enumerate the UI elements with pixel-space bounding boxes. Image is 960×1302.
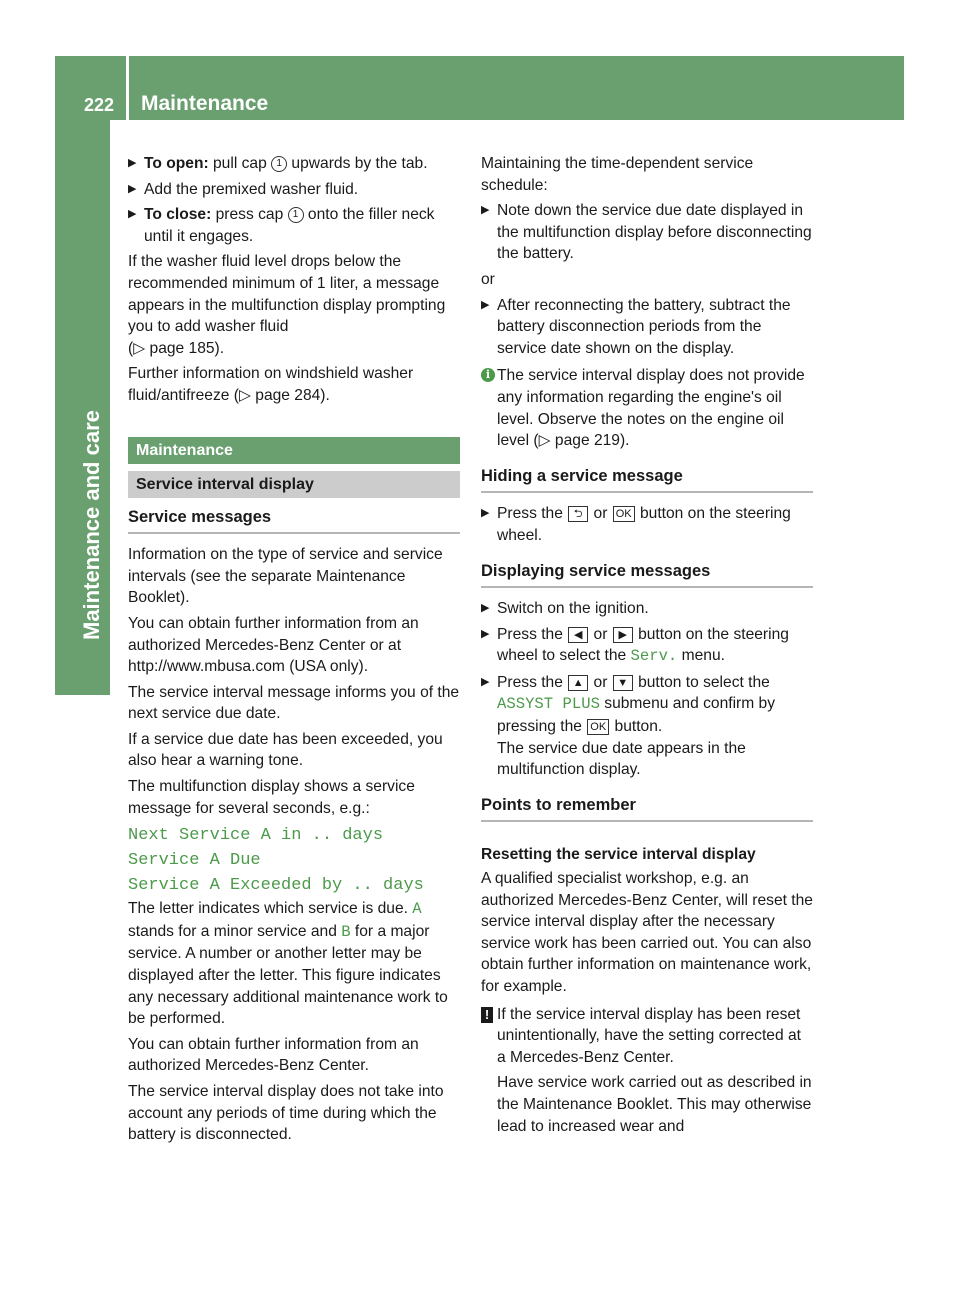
step-result: The service due date appears in the multifunction display. [497,739,746,779]
heading-resetting: Resetting the service interval display [481,846,756,864]
service-letter-a: A [412,900,422,919]
step-arrow-icon: ▶ [481,602,490,615]
menu-name: Serv. [630,647,678,666]
right-column [481,153,813,1143]
subsection-heading: Service interval display [128,471,460,498]
step-select-menu: ▶ Press the ◀ or ▶ button on the steering wheel to select the Serv. menu. [481,625,789,666]
service-letter-b: B [341,922,351,941]
step-ignition: ▶ Switch on the ignition. [481,598,813,620]
step-close: ▶ To close: press cap 1 onto the filler neck until it engages. [128,206,435,245]
paragraph-informs: The service interval message informs you of the next service due date. [128,683,460,723]
step-select-submenu: ▶ Press the ▲ or ▼ button to select the ASSYST PLUS submenu and confirm by pressing the OK button. The service due date appears in the multifunction display. [481,673,776,779]
info-note: i The service interval display does not provide any information regarding the engine's oil level. Observe the notes on the engine oil level (▷ page 219). [481,365,813,451]
heading-displaying: Displaying service messages [481,561,813,589]
paragraph-letter: The letter indicates which service is due. A stands for a minor service and B for a major service. A number or another letter may be displayed after the letter. This figure indicates any necessary additional maintenance work to be performed. [128,900,448,1028]
heading-points: Points to remember [481,795,813,823]
display-message: Next Service A in .. days [128,826,384,846]
step-note-date: ▶ Note down the service due date displayed in the multifunction display before disconnecting the battery. [481,202,812,263]
step-label: To close: [144,206,212,224]
paragraph-obtain-info: You can obtain further information from an authorized Mercedes-Benz Center or at http://www.mbusa.com (USA only). [128,614,419,676]
step-hide-message: ▶ Press the ⮌ or OK button on the steering wheel. [481,505,791,544]
step-arrow-icon: ▶ [481,507,490,520]
step-arrow-icon: ▶ [481,627,490,640]
page-reference: (▷ page 185). [128,339,225,357]
step-arrow-icon: ▶ [128,182,137,195]
header-divider [126,56,129,120]
left-arrow-button-icon: ◀ [568,627,588,643]
heading-service-messages: Service messages [128,507,460,535]
step-after-reconnect: ▶ After reconnecting the battery, subtract the battery disconnection periods from the service date shown on the display. [481,296,791,357]
submenu-name: ASSYST PLUS [497,695,600,714]
step-arrow-icon: ▶ [128,157,137,169]
step-arrow-icon: ▶ [481,675,490,688]
step-arrow-icon: ▶ [481,298,490,311]
step-arrow-icon: ▶ [481,204,490,217]
step-add-fluid: ▶ Add the premixed washer fluid. [128,179,460,201]
left-column [128,153,460,1150]
info-icon: i [481,368,495,382]
or-text: or [481,270,495,288]
paragraph-shows: The multifunction display shows a service message for several seconds, e.g.: [128,778,415,817]
paragraph-info-type: Information on the type of service and service intervals (see the separate Maintenance Booklet). [128,546,443,607]
warning-note: ! If the service interval display has been reset unintentionally, have the setting corrected at a Mercedes-Benz Center. Have service work carried out as described in the Maintenance Booklet. This may otherwise lead to increased wear and [481,1004,813,1138]
paragraph-further-info: Further information on windshield washer fluid/antifreeze (▷ page 284). [128,365,414,404]
page-number: 222 [84,95,115,115]
page-title: Maintenance [141,92,269,115]
paragraph-obtain-info-2: You can obtain further information from an authorized Mercedes-Benz Center. [128,1035,419,1075]
paragraph-reset: A qualified specialist workshop, e.g. an authorized Mercedes-Benz Center, will reset the service interval display after the necessary service work has been carried out. You can also obtain further information on maintenance work, for example. [481,870,813,995]
ok-button-icon: OK [613,506,635,522]
section-heading: Maintenance [128,437,460,464]
paragraph-maintaining: Maintaining the time-dependent service schedule: [481,155,754,194]
back-button-icon: ⮌ [568,506,588,522]
callout-1-icon: 1 [271,156,287,172]
step-arrow-icon: ▶ [128,208,137,221]
down-arrow-button-icon: ▼ [613,675,633,691]
display-message: Service A Exceeded by .. days [128,876,424,896]
step-label: To open: [144,155,209,172]
paragraph-washer-level: If the washer fluid level drops below the recommended minimum of 1 liter, a message appears in the multifunction display prompting you to add washer fluid (▷ page 185). [128,253,446,357]
up-arrow-button-icon: ▲ [568,675,588,691]
warning-icon: ! [481,1007,493,1023]
paragraph-exceeded: If a service due date has been exceeded, you also hear a warning tone. [128,730,443,770]
step-open: ▶ To open: pull cap 1 upwards by the tab. [128,153,460,175]
heading-hiding: Hiding a service message [481,466,813,494]
display-message: Service A Due [128,851,261,871]
side-tab-label: Maintenance and care [79,410,104,640]
callout-1-icon: 1 [288,207,304,223]
right-arrow-button-icon: ▶ [613,627,633,643]
ok-button-icon: OK [587,719,609,735]
paragraph-battery-account: The service interval display does not take into account any periods of time during which the battery is disconnected. [128,1083,444,1144]
